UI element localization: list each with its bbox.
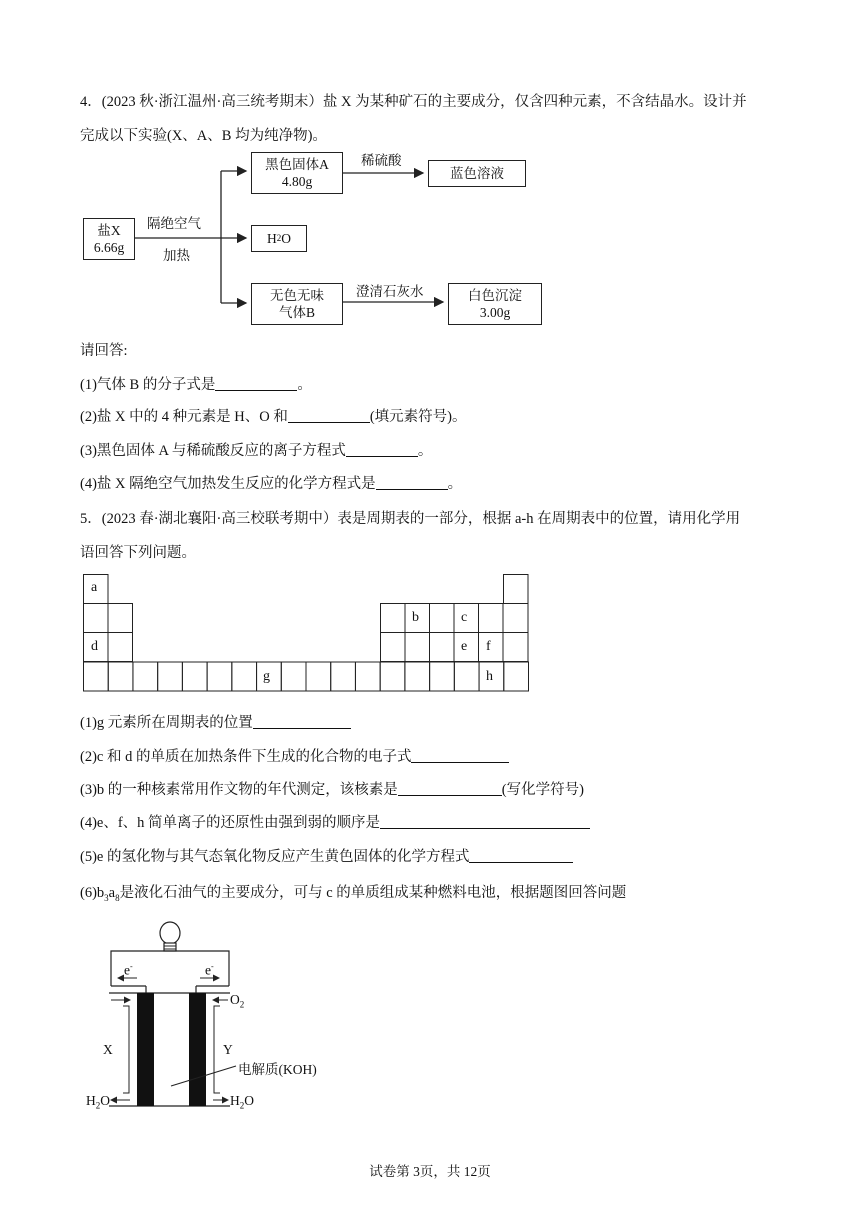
h2o-left-o: O [100,1093,110,1108]
h2o-right-sub: 2 [239,1100,245,1111]
q4-stem-line1: 4．(2023 秋·浙江温州·高三统考期末）盐 X 为某种矿石的主要成分，仅含四种元素，不含结晶水。设计并 [80,94,747,110]
q4-sub4-text: (4)盐 X 隔绝空气加热发生反应的化学方程式是 [80,476,376,492]
q4-sub1-end: 。 [297,377,312,393]
e-left-sup: - [130,962,133,971]
o2-text: O [230,992,240,1007]
q4-sub3-text: (3)黑色固体 A 与稀硫酸反应的离子方程式 [80,443,346,459]
solid-a-name: 黑色固体A [265,157,329,172]
q4-stem-line2: 完成以下实验(X、A、B 均为纯净物)。 [80,128,327,144]
q4-sub1-text: (1)气体 B 的分子式是 [80,377,216,393]
cell-a: a [91,580,98,595]
oxygen-label [230,992,244,1010]
gas-b-line1: 无色无味 [270,288,324,303]
salt-x-mass: 6.66g [93,240,125,255]
q5-sub2-text: (2)c 和 d 的单质在加热条件下生成的化合物的电子式 [80,749,412,765]
bulb-icon [160,922,180,951]
q5-sub6-num: (6) [80,885,97,901]
salt-x-name: 盐X [97,223,121,238]
q5-sub1-text: (1)g 元素所在周期表的位置 [80,715,253,731]
q5-sub3-text: (3)b 的一种核素常用作文物的年代测定，该核素是 [80,782,398,798]
cell-c: c [461,610,468,625]
cell-f: f [486,639,491,654]
water-out-left [86,1093,110,1111]
q5-stem-line2: 语回答下列问题。 [80,545,196,561]
electrolyte-label: 电解质(KOH) [238,1062,317,1077]
e-left-text: e [124,962,130,978]
h2o-left-sub: 2 [95,1100,101,1111]
formula-a: a [108,885,116,901]
precipitate-mass: 3.00g [479,305,511,320]
o2-sub: 2 [239,999,245,1010]
label-x: X [103,1042,113,1057]
q4-sub4-end: 。 [447,476,463,492]
q5-sub6-text: 是液化石油气的主要成分，可与 c 的单质组成某种燃料电池，根据题图回答问题 [119,885,627,901]
water-sub: 2 [276,233,282,243]
q4-sub2-text: (2)盐 X 中的 4 种元素是 H、O 和 [80,409,288,425]
gas-b-line2: 气体B [278,305,315,320]
label-y: Y [223,1042,233,1057]
water-o: O [281,231,291,246]
electron-left [124,962,133,979]
q4-sub2-end: (填元素符号)。 [369,409,467,425]
h2o-right-o: O [244,1093,254,1108]
q5-sub5-text: (5)e 的氢化物与其气态氧化物反应产生黄色固体的化学方程式 [80,849,470,865]
q4-prompt: 请回答: [80,343,128,359]
cell-h: h [486,669,493,684]
precipitate-name: 白色沉淀 [468,288,522,303]
solid-a-mass: 4.80g [281,174,313,189]
h2o-left-h: H [86,1093,96,1108]
q4-sub3-end: 。 [417,443,433,459]
q5-stem-line1: 5．(2023 春·湖北襄阳·高三校联考期中）表是周期表的一部分，根据 a-h 在周期表中的位置，请用化学用 [80,511,741,527]
cell-b: b [412,610,419,625]
condition-bottom: 加热 [163,248,190,263]
h2o-right-h: H [230,1093,240,1108]
electron-right [205,962,214,979]
formula-b: b [96,885,105,901]
cell-d: d [91,639,98,654]
page-footer: 试卷第 3页，共 12页 [369,1164,491,1179]
water-h: H [267,231,277,246]
q5-sub3-end: (写化学符号) [501,782,584,798]
acid-label: 稀硫酸 [361,153,402,168]
limewater-label: 澄清石灰水 [356,284,424,299]
formula-b-sub: 3 [104,892,109,903]
condition-top: 隔绝空气 [147,216,201,231]
water-out-right [230,1093,254,1111]
formula-a-sub: 8 [115,892,120,903]
e-right-text: e [205,962,211,978]
q5-sub4-text: (4)e、f、h 简单离子的还原性由强到弱的顺序是 [80,815,381,831]
cell-g: g [263,669,270,684]
e-right-sup: - [211,962,214,971]
blue-solution-label: 蓝色溶液 [450,166,504,181]
cell-e: e [461,639,468,654]
